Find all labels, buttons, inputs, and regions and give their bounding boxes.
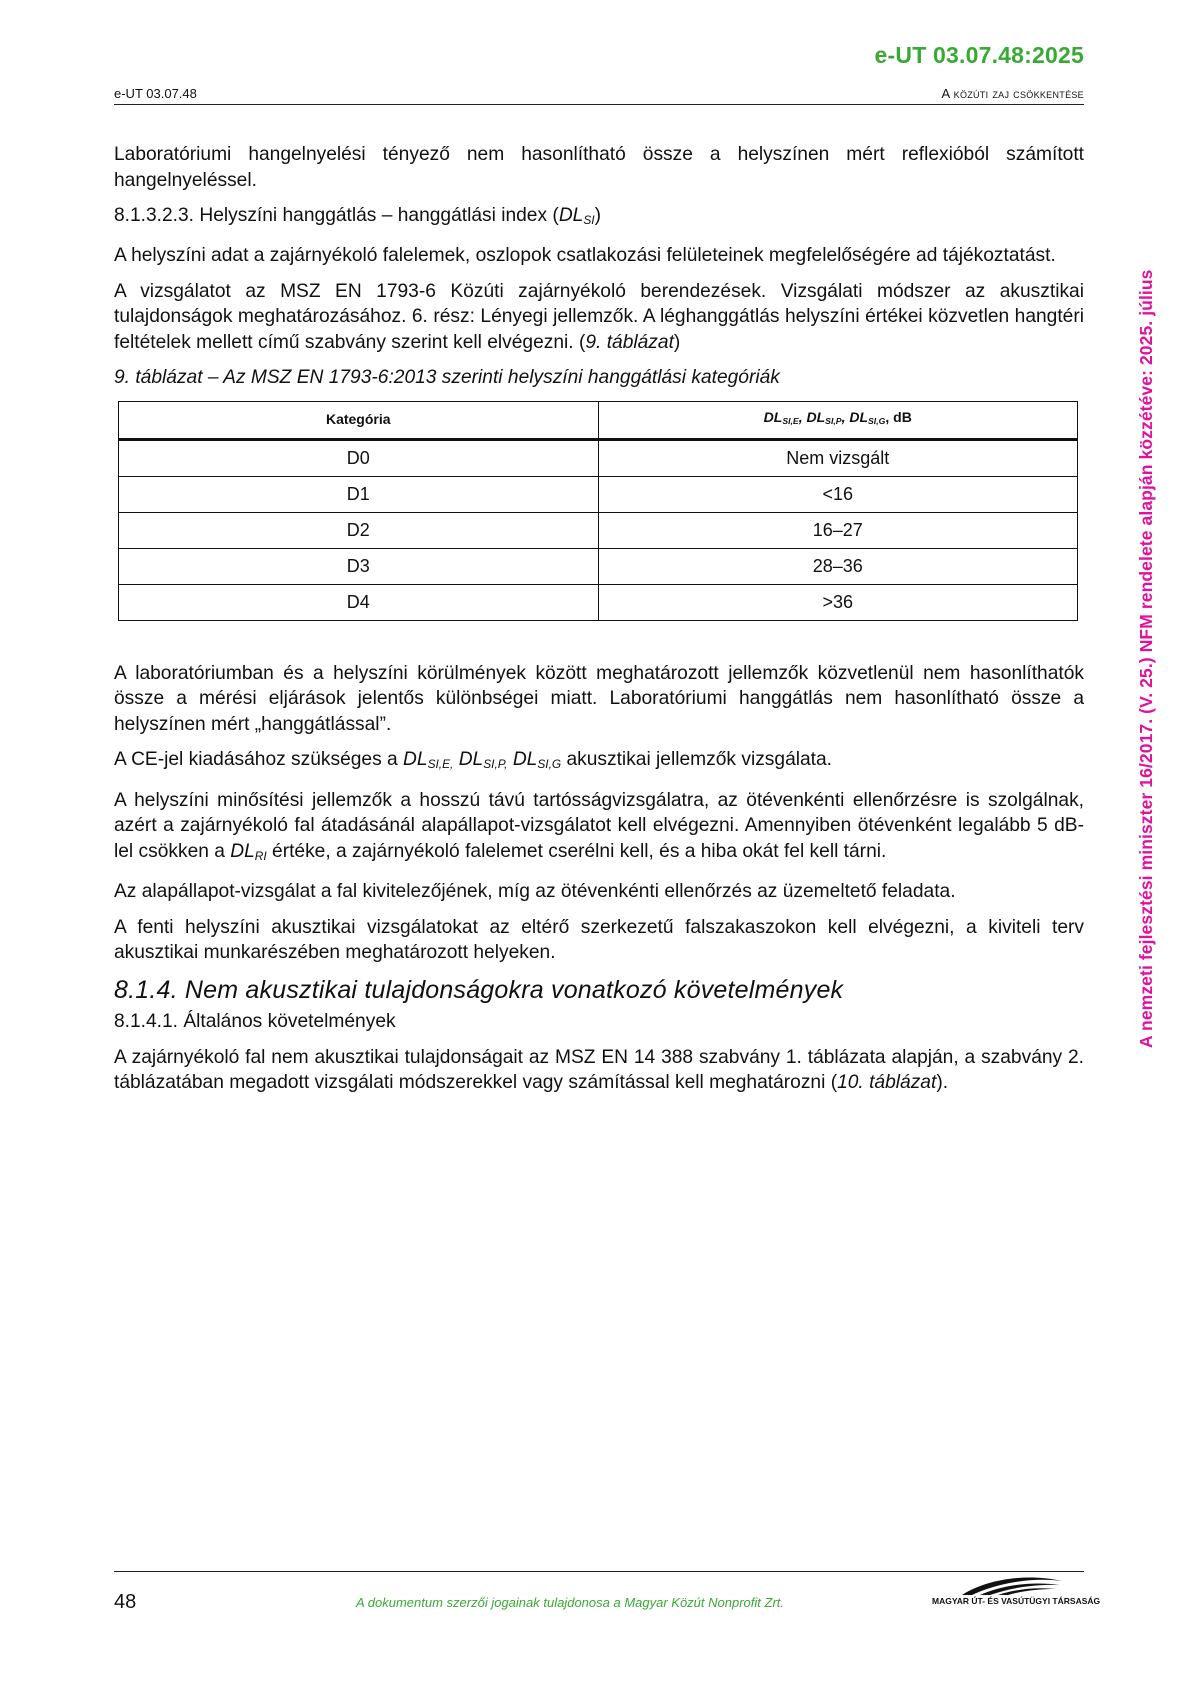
publication-side-note: A nemzeti fejlesztési miniszter 16/2017. (V. 25.) NFM rendelete alapján közzétéve: 2025. július: [1136, 269, 1156, 1048]
logo-swoosh-icon: [932, 1571, 1084, 1597]
footer-copyright: A dokumentum szerzői jogainak tulajdonosa a Magyar Közút Nonprofit Zrt.: [355, 1595, 784, 1610]
paragraph-wall-sections: A fenti helyszíni akusztikai vizsgálatokat az eltérő szerkezetű falszakaszokon kell elvégezni, a kiviteli terv akusztikai munkarészében meghatározott helyeken.: [114, 916, 1084, 964]
table-cell-value: >36: [598, 584, 1078, 620]
table-cell-category: D2: [119, 512, 599, 548]
section-heading-8-1-4: 8.1.4. Nem akusztikai tulajdonságokra vonatkozó követelmények: [114, 975, 844, 1004]
table-header-values: $DL_{SI,E}$, $DL_{SI,P}$, $DL_{SI,G}$, dB: [598, 401, 1078, 439]
category-table: [118, 401, 1078, 621]
table-caption: 9. táblázat – Az MSZ EN 1793-6:2013 szerinti helyszíni hanggátlási kategóriák: [114, 367, 780, 389]
table-reference: 9. táblázat: [585, 331, 674, 353]
paragraph-test-standard: A vizsgálatot az MSZ EN 1793-6 Közúti zajárnyékoló berendezések. Vizsgálati módszer az akusztikai tulajdonságok meghatározásához. 6. rész: Lényegi jellemzők. A léghanggátlás helyszíni értékei közvetlen hangtéri feltételek mellett című szabvány szerint kell elvégezni. (9. táblázat): [114, 280, 1084, 353]
table-row: [119, 476, 1078, 512]
table-row: [119, 439, 1078, 476]
paragraph-non-acoustic: A zajárnyékoló fal nem akusztikai tulajdonságait az MSZ EN 14 388 szabvány 1. táblázata alapján, a szabvány 2. táblázatában megadott vizsgálati módszerekkel vagy számítással kell meghatározni (10. táblázat).: [114, 1046, 1084, 1094]
section-heading-8-1-3-2-3: 8.1.3.2.3. Helyszíni hanggátlás – hanggátlási index $(DL_{SI})$: [114, 205, 601, 227]
paragraph-lab-vs-site: A laboratóriumban és a helyszíni körülmények között meghatározott jellemzők közvetlenül nem hasonlíthatók össze a mérési eljárások jelentős különbségei miatt. Laboratóriumi hanggátlás nem hasonlítható össze a helyszínen mért „hanggátlással”.: [114, 662, 1084, 735]
header-left: e-UT 03.07.48: [114, 86, 197, 101]
document-code: e-UT 03.07.48:2025: [874, 42, 1084, 68]
table-cell-category: D0: [119, 439, 599, 476]
running-header: [114, 86, 1084, 105]
section-heading-8-1-4-1: 8.1.4.1. Általános követelmények: [114, 1011, 396, 1033]
table-cell-category: D1: [119, 476, 599, 512]
table-header-row: [119, 401, 1078, 439]
paragraph-lab-absorption: Laboratóriumi hangelnyelési tényező nem hasonlítható össze a helyszínen mért reflexióból számított hangelnyeléssel.: [114, 144, 1084, 191]
table-cell-value: <16: [598, 476, 1078, 512]
table-row: [119, 584, 1078, 620]
table-cell-category: D4: [119, 584, 599, 620]
paragraph-site-data: A helyszíni adat a zajárnyékoló falelemek, oszlopok csatlakozási felületeinek megfelelőségére ad tájékoztatást.: [114, 245, 1056, 267]
logo-text: MAGYAR ÚT- ÉS VASÚTÜGYI TÁRSASÁG: [932, 1596, 1101, 1606]
table-cell-category: D3: [119, 548, 599, 584]
table-row: [119, 548, 1078, 584]
table-row: [119, 512, 1078, 548]
paragraph-ce-mark: A CE-jel kiadásához szükséges a $DL_{SI,E,}$ $DL_{SI,P,}$ $DL_{SI,G}$ akusztikai jellemzők vizsgálata.: [114, 749, 833, 772]
table-cell-value: 16–27: [598, 512, 1078, 548]
header-right: A közúti zaj csökkentése: [941, 86, 1084, 101]
page-content: [114, 142, 1084, 1106]
table-header-category: Kategória: [119, 401, 599, 439]
page-number: 48: [114, 1591, 137, 1613]
table-cell-value: Nem vizsgált: [598, 439, 1078, 476]
paragraph-durability: A helyszíni minősítési jellemzők a hosszú távú tartósságvizsgálatra, az ötévenkénti ellenőrzésre is szolgálnak, azért a zajárnyékoló fal átadásánál alapállapot-vizsgálatot kell elvégezni. Amennyiben ötévenként legalább 5 dB-lel csökken a $DL_{RI}$ értéke, a zajárnyékoló falelemet cserélni kell, és a hiba okát fel kell tárni.: [114, 789, 1084, 863]
paragraph-responsibility: Az alapállapot-vizsgálat a fal kivitelezőjének, míg az ötévenkénti ellenőrzés az üzemeltető feladata.: [114, 881, 956, 903]
table-cell-value: 28–36: [598, 548, 1078, 584]
publisher-logo: [932, 1571, 1101, 1611]
table-reference: 10. táblázat: [837, 1072, 937, 1094]
